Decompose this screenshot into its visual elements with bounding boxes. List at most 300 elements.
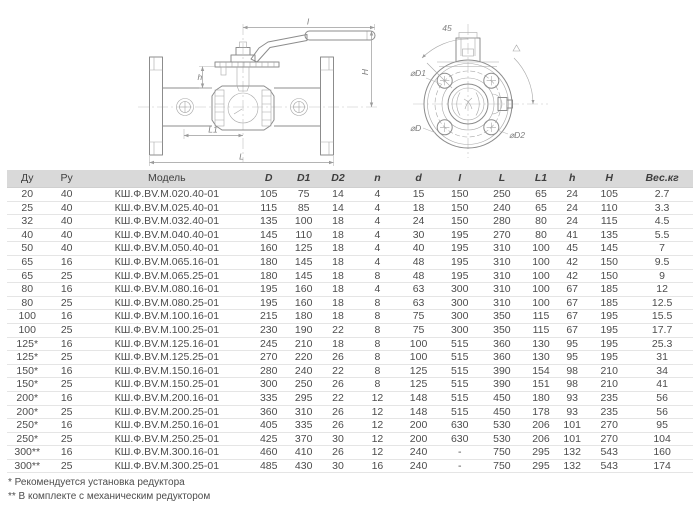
table-cell: 65 (525, 188, 557, 202)
table-cell: 174 (631, 459, 693, 473)
table-cell: КШ.Ф.BV.M.032.40-01 (86, 215, 248, 229)
table-cell: КШ.Ф.BV.M.300.16-01 (86, 446, 248, 460)
table-cell: 270 (587, 419, 631, 433)
table-cell: 15.5 (631, 310, 693, 324)
table-cell: 100 (7, 323, 47, 337)
table-cell: 32 (7, 215, 47, 229)
table-cell: 4 (358, 255, 396, 269)
table-cell: 125 (290, 242, 318, 256)
table-cell: 22 (318, 364, 358, 378)
table-cell: 210 (587, 378, 631, 392)
table-row (7, 269, 693, 283)
table-cell: 24 (557, 215, 587, 229)
table-cell: 25 (47, 378, 85, 392)
table-cell: 151 (525, 378, 557, 392)
table-cell: КШ.Ф.BV.M.150.25-01 (86, 378, 248, 392)
table-cell: 185 (587, 296, 631, 310)
table-cell: 12 (358, 419, 396, 433)
table-cell: 16 (47, 255, 85, 269)
table-cell: 543 (587, 446, 631, 460)
table-cell: 430 (290, 459, 318, 473)
table-cell: 16 (47, 446, 85, 460)
table-cell: 34 (631, 364, 693, 378)
table-cell: 8 (358, 351, 396, 365)
table-cell: 270 (479, 228, 525, 242)
table-cell: 56 (631, 391, 693, 405)
table-cell: 130 (525, 337, 557, 351)
footnotes (0, 473, 700, 503)
table-cell: 8 (358, 310, 396, 324)
table-cell: 41 (557, 228, 587, 242)
table-cell: 195 (248, 283, 290, 297)
table-cell: 75 (397, 310, 441, 324)
column-header: Вес.кг (631, 170, 693, 188)
table-cell: 15 (397, 188, 441, 202)
table-cell: 530 (479, 432, 525, 446)
table-cell: 98 (557, 378, 587, 392)
table-cell: 195 (587, 351, 631, 365)
table-cell: 5.5 (631, 228, 693, 242)
table-cell: 3.3 (631, 201, 693, 215)
table-cell: 425 (248, 432, 290, 446)
table-cell: КШ.Ф.BV.M.080.16-01 (86, 283, 248, 297)
table-cell: 215 (248, 310, 290, 324)
table-cell: 515 (441, 351, 479, 365)
table-cell: 300 (441, 323, 479, 337)
table-cell: 8 (358, 323, 396, 337)
side-view (138, 17, 377, 167)
table-cell: 250 (290, 378, 318, 392)
table-cell: 295 (290, 391, 318, 405)
table-cell: 40 (47, 215, 85, 229)
table-cell: 22 (318, 323, 358, 337)
table-row (7, 296, 693, 310)
table-row (7, 310, 693, 324)
table-row (7, 228, 693, 242)
table-cell: 40 (47, 188, 85, 202)
table-cell: 24 (397, 215, 441, 229)
footnote: * Рекомендуется установка редуктора (8, 477, 185, 489)
table-cell: 300 (441, 310, 479, 324)
table-cell: 200 (397, 419, 441, 433)
table-row (7, 446, 693, 460)
table-cell: 30 (397, 228, 441, 242)
table-cell: 67 (557, 323, 587, 337)
table-cell: 515 (441, 405, 479, 419)
dim-label-handle-length: I (306, 16, 310, 27)
table-cell: КШ.Ф.BV.M.200.16-01 (86, 391, 248, 405)
table-cell: 18 (318, 255, 358, 269)
table-cell: 300 (248, 378, 290, 392)
table-row (7, 378, 693, 392)
table-row (7, 405, 693, 419)
table-cell: 750 (479, 459, 525, 473)
table-cell: 150 (441, 201, 479, 215)
table-cell: 4 (358, 188, 396, 202)
table-cell: 450 (479, 391, 525, 405)
table-cell: 125* (7, 337, 47, 351)
table-cell: 101 (557, 432, 587, 446)
table-cell: 16 (47, 419, 85, 433)
column-header: H (587, 170, 631, 188)
table-cell: КШ.Ф.BV.M.125.25-01 (86, 351, 248, 365)
table-cell: 450 (479, 405, 525, 419)
table-cell: 100 (525, 242, 557, 256)
table-cell: 195 (441, 255, 479, 269)
table-cell: 300** (7, 446, 47, 460)
table-cell: 125 (397, 364, 441, 378)
table-cell: 67 (557, 310, 587, 324)
table-section (0, 170, 700, 473)
table-cell: 18 (318, 337, 358, 351)
column-header: L (479, 170, 525, 188)
table-cell: 180 (525, 391, 557, 405)
table-cell: 190 (290, 323, 318, 337)
table-cell: 178 (525, 405, 557, 419)
column-header: D1 (290, 170, 318, 188)
table-cell: 65 (7, 269, 47, 283)
table-cell: КШ.Ф.BV.M.300.25-01 (86, 459, 248, 473)
column-header: h (557, 170, 587, 188)
table-cell: 125 (397, 378, 441, 392)
table-cell: 390 (479, 364, 525, 378)
table-cell: 240 (290, 364, 318, 378)
table-cell: 115 (248, 201, 290, 215)
table-cell: КШ.Ф.BV.M.065.16-01 (86, 255, 248, 269)
table-cell: 7 (631, 242, 693, 256)
table-cell: 132 (557, 446, 587, 460)
table-cell: 350 (479, 310, 525, 324)
table-row (7, 188, 693, 202)
table-cell: 280 (248, 364, 290, 378)
table-cell: 63 (397, 283, 441, 297)
table-cell: 98 (557, 364, 587, 378)
table-cell: 16 (47, 310, 85, 324)
table-cell: 12 (358, 432, 396, 446)
table-cell: 14 (318, 188, 358, 202)
table-cell: 150 (587, 255, 631, 269)
dim-label-flange-dia: ⌀D (410, 123, 422, 133)
table-cell: 150 (587, 269, 631, 283)
table-cell: КШ.Ф.BV.M.250.16-01 (86, 419, 248, 433)
table-cell: 300 (441, 283, 479, 297)
table-cell: 310 (479, 283, 525, 297)
table-cell: 310 (479, 242, 525, 256)
table-cell: 515 (441, 391, 479, 405)
table-cell: 40 (47, 228, 85, 242)
table-cell: 240 (397, 446, 441, 460)
table-cell: 93 (557, 391, 587, 405)
table-cell: 154 (525, 364, 557, 378)
table-cell: 95 (631, 419, 693, 433)
table-cell: 4 (358, 228, 396, 242)
table-cell: 270 (587, 432, 631, 446)
column-header: Модель (86, 170, 248, 188)
table-cell: 25 (47, 296, 85, 310)
table-header-row (7, 170, 693, 188)
table-cell: 30 (318, 432, 358, 446)
table-cell: 14 (318, 201, 358, 215)
table-cell: 48 (397, 269, 441, 283)
table-cell: 65 (7, 255, 47, 269)
table-cell: 195 (441, 228, 479, 242)
table-cell: 750 (479, 446, 525, 460)
table-cell: 543 (587, 459, 631, 473)
dim-label-bolt-angle: 45 (442, 23, 452, 33)
table-cell: 63 (397, 296, 441, 310)
table-cell: 250 (479, 188, 525, 202)
table-cell: - (441, 446, 479, 460)
table-cell: 485 (248, 459, 290, 473)
table-cell: 40 (47, 201, 85, 215)
table-cell: 150* (7, 378, 47, 392)
table-cell: 4.5 (631, 215, 693, 229)
table-cell: 110 (290, 228, 318, 242)
table-cell: 9.5 (631, 255, 693, 269)
table-cell: 200 (397, 432, 441, 446)
table-cell: 335 (290, 419, 318, 433)
column-header: Ру (47, 170, 85, 188)
table-cell: 25 (47, 323, 85, 337)
footnote: ** В комплекте с механическим редуктором (8, 490, 211, 502)
table-cell: 206 (525, 432, 557, 446)
table-cell: 100 (397, 337, 441, 351)
table-cell: 310 (290, 405, 318, 419)
table-cell: 104 (631, 432, 693, 446)
table-cell: 18 (318, 215, 358, 229)
table-cell: 40 (7, 228, 47, 242)
column-header: D (248, 170, 290, 188)
table-cell: 100 (525, 269, 557, 283)
table-cell: 30 (318, 459, 358, 473)
table-cell: 148 (397, 391, 441, 405)
table-cell: КШ.Ф.BV.M.150.16-01 (86, 364, 248, 378)
table-cell: 200* (7, 391, 47, 405)
table-cell: 150* (7, 364, 47, 378)
table-cell: 41 (631, 378, 693, 392)
column-header: I (441, 170, 479, 188)
table-cell: 67 (557, 283, 587, 297)
table-cell: 240 (479, 201, 525, 215)
table-cell: 25 (47, 269, 85, 283)
table-cell: КШ.Ф.BV.M.020.40-01 (86, 188, 248, 202)
table-body (7, 188, 693, 473)
table-cell: 410 (290, 446, 318, 460)
table-cell: 40 (47, 242, 85, 256)
table-cell: 250* (7, 419, 47, 433)
table-cell: 335 (248, 391, 290, 405)
table-cell: 180 (248, 255, 290, 269)
table-cell: 390 (479, 378, 525, 392)
table-row (7, 201, 693, 215)
table-cell: 25 (47, 405, 85, 419)
table-cell: КШ.Ф.BV.M.025.40-01 (86, 201, 248, 215)
table-cell: 75 (290, 188, 318, 202)
table-cell: 310 (479, 296, 525, 310)
table-cell: 9 (631, 269, 693, 283)
table-cell: 22 (318, 391, 358, 405)
column-header: n (358, 170, 396, 188)
table-cell: 42 (557, 255, 587, 269)
table-row (7, 351, 693, 365)
table-cell: 145 (587, 242, 631, 256)
table-cell: 17.7 (631, 323, 693, 337)
table-row (7, 242, 693, 256)
table-cell: 115 (525, 323, 557, 337)
table-row (7, 364, 693, 378)
table-row (7, 323, 693, 337)
table-cell: 100 (7, 310, 47, 324)
table-cell: 12 (631, 283, 693, 297)
table-cell: 18 (318, 296, 358, 310)
table-cell: 530 (479, 419, 525, 433)
table-cell: 56 (631, 405, 693, 419)
table-cell: 12 (358, 405, 396, 419)
table-cell: КШ.Ф.BV.M.125.16-01 (86, 337, 248, 351)
table-cell: КШ.Ф.BV.M.100.25-01 (86, 323, 248, 337)
table-cell: 350 (479, 323, 525, 337)
table-row (7, 432, 693, 446)
table-cell: 180 (290, 310, 318, 324)
table-cell: 100 (525, 283, 557, 297)
table-cell: 160 (631, 446, 693, 460)
table-cell: 12 (358, 446, 396, 460)
table-cell: 16 (47, 337, 85, 351)
table-cell: 8 (358, 296, 396, 310)
table-cell: 295 (525, 446, 557, 460)
table-cell: 80 (525, 215, 557, 229)
table-cell: 145 (290, 255, 318, 269)
table-cell: 42 (557, 269, 587, 283)
table-cell: 195 (248, 296, 290, 310)
table-cell: 195 (441, 242, 479, 256)
table-cell: 31 (631, 351, 693, 365)
table-cell: 160 (290, 296, 318, 310)
table-cell: 515 (441, 337, 479, 351)
table-cell: 100 (397, 351, 441, 365)
table-cell: КШ.Ф.BV.M.065.25-01 (86, 269, 248, 283)
table-cell: 235 (587, 405, 631, 419)
table-cell: КШ.Ф.BV.M.100.16-01 (86, 310, 248, 324)
table-cell: 200* (7, 405, 47, 419)
table-cell: 65 (525, 201, 557, 215)
table-cell: 195 (587, 337, 631, 351)
table-cell: 48 (397, 255, 441, 269)
table-cell: 75 (397, 323, 441, 337)
table-cell: 300 (441, 296, 479, 310)
table-cell: 300** (7, 459, 47, 473)
table-cell: 20 (7, 188, 47, 202)
table-cell: 4 (358, 215, 396, 229)
table-cell: 24 (557, 188, 587, 202)
table-cell: 240 (397, 459, 441, 473)
table-cell: 18 (318, 269, 358, 283)
table-cell: 310 (479, 255, 525, 269)
table-cell: 80 (525, 228, 557, 242)
table-cell: 125* (7, 351, 47, 365)
table-cell: 4 (358, 283, 396, 297)
front-view (410, 23, 548, 158)
table-cell: 40 (397, 242, 441, 256)
table-cell: 18 (318, 283, 358, 297)
table-cell: КШ.Ф.BV.M.050.40-01 (86, 242, 248, 256)
table-cell: 26 (318, 378, 358, 392)
table-cell: 250* (7, 432, 47, 446)
table-cell: 18 (318, 242, 358, 256)
table-cell: 18 (397, 201, 441, 215)
table-cell: 8 (358, 378, 396, 392)
table-cell: 220 (290, 351, 318, 365)
table-cell: 270 (248, 351, 290, 365)
table-cell: 145 (290, 269, 318, 283)
table-cell: 360 (248, 405, 290, 419)
table-cell: 405 (248, 419, 290, 433)
table-cell: 24 (557, 201, 587, 215)
table-cell: 115 (587, 215, 631, 229)
table-cell: 148 (397, 405, 441, 419)
table-cell: 8 (358, 337, 396, 351)
column-header: d (397, 170, 441, 188)
table-cell: 150 (441, 215, 479, 229)
table-cell: 160 (248, 242, 290, 256)
table-cell: 26 (318, 446, 358, 460)
table-cell: 130 (525, 351, 557, 365)
table-cell: КШ.Ф.BV.M.040.40-01 (86, 228, 248, 242)
table-cell: 280 (479, 215, 525, 229)
dim-label-neck-height: h (197, 72, 203, 82)
table-cell: 515 (441, 378, 479, 392)
table-cell: 93 (557, 405, 587, 419)
table-cell: - (441, 459, 479, 473)
column-header: L1 (525, 170, 557, 188)
table-cell: 26 (318, 351, 358, 365)
table-cell: 8 (358, 269, 396, 283)
table-row (7, 255, 693, 269)
table-cell: 25 (47, 459, 85, 473)
table-cell: 100 (290, 215, 318, 229)
table-cell: 45 (557, 242, 587, 256)
table-cell: 26 (318, 405, 358, 419)
dim-label-center-to-face: L1 (208, 124, 218, 135)
table-cell: 105 (587, 188, 631, 202)
table-row (7, 419, 693, 433)
table-cell: 115 (525, 310, 557, 324)
table-cell: 4 (358, 201, 396, 215)
table-cell: 630 (441, 432, 479, 446)
column-header: D2 (318, 170, 358, 188)
table-cell: 132 (557, 459, 587, 473)
table-cell: 110 (587, 201, 631, 215)
table-cell: 101 (557, 419, 587, 433)
table-row (7, 337, 693, 351)
table-cell: 100 (525, 296, 557, 310)
table-row (7, 215, 693, 229)
table-cell: 18 (318, 228, 358, 242)
table-cell: 135 (587, 228, 631, 242)
dimensions-table (7, 170, 693, 473)
table-cell: 25 (47, 351, 85, 365)
table-cell: 195 (587, 310, 631, 324)
table-cell: 206 (525, 419, 557, 433)
table-cell: 95 (557, 351, 587, 365)
valve-drawing-svg (0, 0, 700, 170)
table-cell: 80 (7, 283, 47, 297)
table-cell: 150 (441, 188, 479, 202)
table-cell: 18 (318, 310, 358, 324)
table-cell: 135 (248, 215, 290, 229)
table-cell: 145 (248, 228, 290, 242)
table-cell: 16 (47, 364, 85, 378)
